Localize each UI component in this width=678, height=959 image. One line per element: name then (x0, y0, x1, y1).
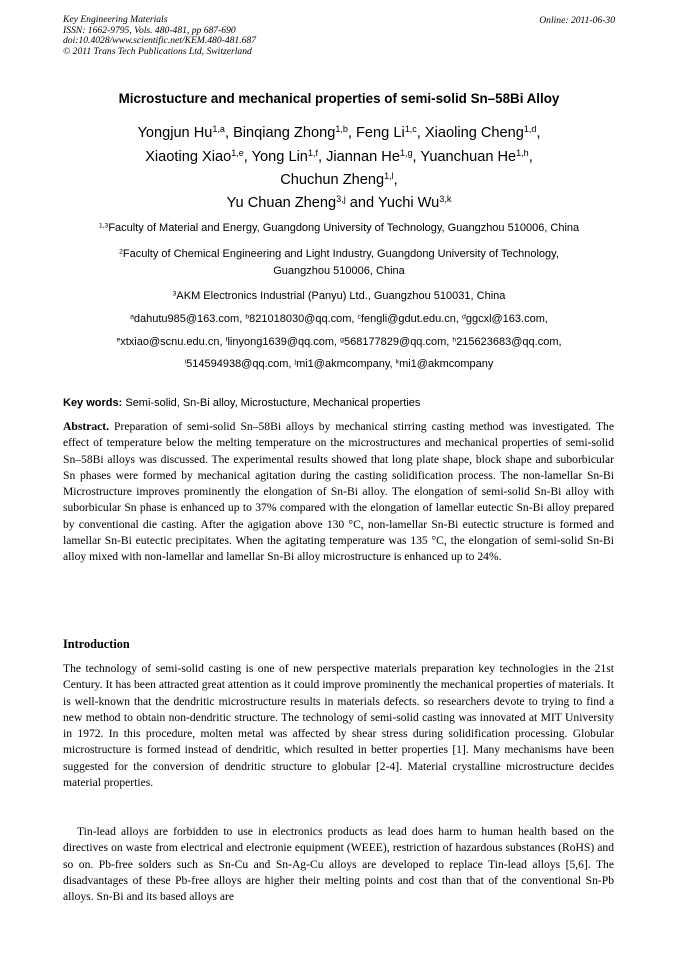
author-affiliation-mark: 3,j (336, 194, 346, 205)
journal-name: Key Engineering Materials (63, 14, 168, 25)
affiliation-2-cont: Guangzhou 510006, China (273, 265, 405, 277)
author-separator: , (224, 125, 234, 141)
author-separator: , (412, 149, 421, 165)
affiliation-mark: 3 (172, 290, 177, 298)
email-mark: g (340, 336, 344, 344)
author-separator: , (416, 125, 425, 141)
email-address: dahutu985@163.com, (133, 313, 246, 325)
keywords-label: Key words: (63, 397, 123, 409)
author-line-4 (40, 195, 638, 211)
author-name: Chuchun Zheng (280, 172, 385, 188)
email-address: xtxiao@scnu.edu.cn, (120, 336, 226, 348)
email-address: 821018030@qq.com, (249, 313, 358, 325)
email-address: fengli@gdut.edu.cn, (360, 313, 463, 325)
journal-issn: ISSN: 1662-9795, Vols. 480-481, pp 687-690 (63, 24, 236, 36)
email-address: mi1@akmcompany (399, 358, 494, 370)
author-separator: , (536, 125, 541, 141)
email-line-2 (40, 336, 638, 348)
author-line-1 (40, 125, 638, 141)
author-affiliation-mark: 1,b (335, 124, 348, 135)
affiliation-text: Faculty of Chemical Engineering and Light Industry, Guangdong University of Technology, (122, 248, 559, 260)
author-name: Feng Li (356, 125, 405, 141)
author-affiliation-mark: 1,f (307, 148, 318, 159)
author-separator: and (345, 195, 378, 211)
email-line-3 (40, 358, 638, 370)
author-name: Yongjun Hu (137, 125, 213, 141)
email-mark: k (395, 358, 400, 366)
author-affiliation-mark: 1,e (231, 148, 244, 159)
email-mark: f (225, 336, 228, 344)
email-mark: e (116, 336, 121, 344)
author-separator: , (318, 149, 327, 165)
email-address: mi1@akmcompany, (296, 358, 396, 370)
journal-doi: doi:10.4028/www.scientific.net/KEM.480-481.687 (63, 35, 257, 47)
author-line-2 (40, 149, 638, 165)
email-mark: a (130, 313, 134, 321)
author-name: Binqiang Zhong (233, 125, 336, 141)
author-separator: , (528, 149, 533, 165)
author-name: Xiaoting Xiao (145, 149, 232, 165)
author-name: Yuchi Wu (377, 195, 440, 211)
intro-paragraph-1: The technology of semi-solid casting is one of new perspective materials preparation key technologies in the 21st Century. It has been attracted great attention as it could improve prominently the mechanical properties of materials. It is well-known that the dendritic microstructure results in materials defects. so researchers devote to trying to find a new method to obtain non-dendritic structure. The technology of semi-solid casting was innovated at MIT University in 1972. In this procedure, molten metal was affected by shear stress during solidification processing. Globular microstructure is formed instead of dendritic, which resulted in better properties [1]. Many mechanisms have been suggested for the conversion of dendritic structure to globular [2-4]. Material crystalline microstructure decides material properties. (63, 662, 614, 790)
author-name: Xiaoling Cheng (424, 125, 524, 141)
online-date: Online: 2011-06-30 (539, 15, 615, 26)
affiliation-2 (40, 248, 638, 260)
author-line-3 (40, 172, 638, 188)
email-address: 568177829@qq.com, (343, 336, 453, 348)
paper-title: Microstucture and mechanical properties of semi-solid Sn–58Bi Alloy (118, 91, 560, 106)
affiliation-mark: 2 (119, 248, 123, 256)
author-separator: , (243, 149, 252, 165)
email-address: linyong1639@qq.com, (227, 336, 341, 348)
abstract-label: Abstract. (63, 420, 110, 433)
keywords (63, 397, 420, 409)
journal-copyright: © 2011 Trans Tech Publications Ltd, Switzerland (63, 45, 252, 57)
email-mark: i (184, 358, 187, 366)
author-separator: , (347, 125, 357, 141)
affiliation-text: AKM Electronics Industrial (Panyu) Ltd., Guangzhou 510031, China (176, 290, 506, 302)
affiliation-3 (40, 290, 638, 302)
email-line-1 (40, 313, 638, 325)
email-address: ggcxl@163.com, (465, 313, 548, 325)
author-affiliation-mark: 1,c (404, 124, 417, 135)
author-name: Yuanchuan He (420, 149, 517, 165)
author-name: Yu Chuan Zheng (226, 195, 337, 211)
author-name: Jiannan He (326, 149, 400, 165)
author-name: Yong Lin (251, 149, 308, 165)
affiliation-1 (40, 222, 638, 234)
author-affiliation-mark: 3,k (439, 194, 452, 205)
abstract-text: Preparation of semi-solid Sn–58Bi alloys by mechanical stirring casting method was investigated. The effect of temperature below the melting temperature on the microstructures and mechanical properties of semi-solid Sn–58Bi alloys was discussed. The experimental results showed that long plate shape, block shape and suborbicular Sn phases were formed by mechanical agitation during the casting solidification process. The non-lamellar Sn-Bi Microstructure improves prominently the elongation of Sn-Bi alloy. The elongation of semi-solid Sn-Bi alloy with suborbicular Sn phase is enhanced up to 37% compared with the elongation of lamellar eutectic Sn-Bi alloy prepared by conventional die casting. After the agigation above 130 °C, non-lamellar Sn-Bi eutectic structure is formed and lamellar Sn-Bi eutectic precipitates. When the agitating temperature was 135 °C, the elongation of semi-solid Sn-Bi alloy mixed with non-lamellar and lamellar Sn-Bi alloy microstructure is enhanced up to 24%. (63, 420, 614, 564)
introduction-heading: Introduction (63, 637, 130, 651)
email-mark: d (462, 313, 466, 321)
affiliation-text: Faculty of Material and Energy, Guangdong University of Technology, Guangzhou 510006, China (108, 222, 580, 234)
email-mark: j (294, 358, 297, 366)
author-affiliation-mark: 1,d (523, 124, 537, 135)
journal-info (63, 15, 256, 57)
email-address: 514594938@qq.com, (186, 358, 295, 370)
affiliation-mark: 1,3 (98, 222, 109, 230)
keywords-text: Semi-solid, Sn-Bi alloy, Microstucture, Mechanical properties (122, 397, 421, 409)
intro-paragraph-2: Tin-lead alloys are forbidden to use in electronics products as lead does harm to human health based on the directives on waste from electrical and electronie equipment (WEEE), restriction of hazardous substances (RoHS) and so on. Pb-free solders such as Sn-Cu and Sn-Ag-Cu alloys are developed to replace Tin-lead alloys [5,6]. The disadvantages of these Pb-free alloys are higher their melting points and cost than that of the conventional Sn-Pb alloys. Sn-Bi and its based alloys are (63, 825, 614, 904)
abstract (63, 419, 614, 566)
email-mark: h (452, 336, 457, 344)
author-separator: , (393, 172, 398, 188)
author-affiliation-mark: 1,h (516, 148, 529, 159)
author-affiliation-mark: 1,g (399, 148, 413, 159)
email-address: 215623683@qq.com, (456, 336, 562, 348)
author-affiliation-mark: 1,a (212, 124, 225, 135)
email-mark: b (245, 313, 250, 321)
author-affiliation-mark: 1,l (384, 171, 394, 182)
email-mark: c (357, 313, 361, 321)
